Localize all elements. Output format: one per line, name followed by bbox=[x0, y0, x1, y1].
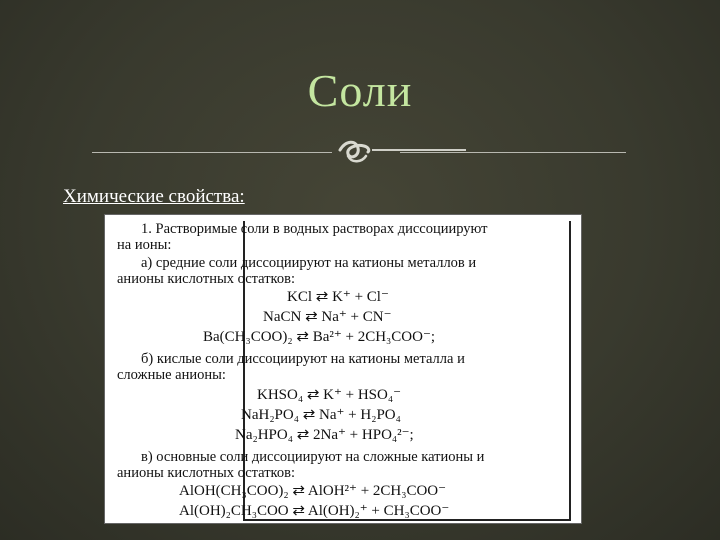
scroll-flourish-icon bbox=[336, 136, 372, 166]
equation-line: Na₂HPO₄ ⇄ 2Na⁺ + HPO₄²⁻; bbox=[235, 427, 414, 443]
equation-line: Ba(CH₃COO)₂ ⇄ Ba²⁺ + 2CH₃COO⁻; bbox=[203, 329, 436, 345]
equation-line: NaH₂PO₄ ⇄ Na⁺ + H₂PO₄ bbox=[241, 407, 401, 423]
text-line: 1. Растворимые соли в водных растворах диссоциируют bbox=[141, 221, 488, 237]
text-line: б) кислые соли диссоциируют на катионы металла и bbox=[141, 351, 465, 367]
text-line: сложные анионы: bbox=[117, 367, 226, 383]
text-line: анионы кислотных остатков: bbox=[117, 465, 295, 481]
title-rule-left bbox=[92, 152, 332, 153]
text-line: а) средние соли диссоциируют на катионы металлов и bbox=[141, 255, 477, 271]
text-line: в) основные соли диссоциируют на сложные катионы и bbox=[141, 449, 485, 465]
title-rule-accent bbox=[372, 149, 466, 151]
text-line: на ионы: bbox=[117, 237, 172, 253]
slide-title: Соли bbox=[307, 65, 413, 116]
equation-line: KCl ⇄ K⁺ + Cl⁻ bbox=[287, 289, 389, 305]
text-line: анионы кислотных остатков: bbox=[117, 271, 295, 287]
equation-line: KHSO₄ ⇄ K⁺ + HSO₄⁻ bbox=[257, 387, 402, 403]
title-rule-right bbox=[400, 152, 626, 153]
equation-line: AlOH(CH₃COO)₂ ⇄ AlOH²⁺ + 2CH₃COO⁻ bbox=[179, 483, 447, 499]
equation-line: Al(OH)₂CH₃COO ⇄ Al(OH)₂⁺ + CH₃COO⁻ bbox=[179, 503, 450, 519]
content-panel bbox=[104, 214, 582, 524]
equation-line: NaCN ⇄ Na⁺ + CN⁻ bbox=[263, 309, 392, 325]
slide-subtitle: Химические свойства: bbox=[63, 186, 245, 207]
